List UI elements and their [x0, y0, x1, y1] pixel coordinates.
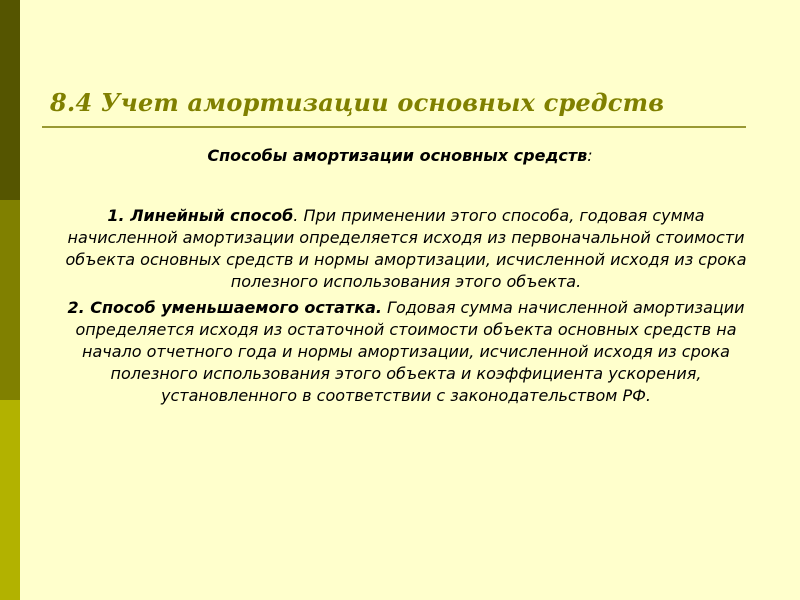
item-text: Годовая сумма начисленной амортизации определяется исходя из остаточной стоимости объекта основных средств на начало отчетного года и нормы амортизации, исчисленной исходя из срока полезного использования этого объекта и коэффициента ускорения, установленного в соответствии с законодательством РФ. [75, 298, 745, 405]
sidebar-stripe [0, 0, 20, 600]
subtitle-colon: : [587, 146, 593, 165]
item-lead: 1. Линейный способ [107, 206, 294, 225]
item-text: . При применении этого способа, годовая сумма начисленной амортизации определяется исходя из первоначальной стоимости объекта основных средств и нормы амортизации, исчисленной исходя из срока полезного использования этого объекта. [65, 206, 747, 291]
title-underline [42, 126, 746, 128]
sidebar-segment-bottom [0, 400, 20, 600]
list-item-linear [56, 205, 756, 293]
sidebar-segment-top [0, 0, 20, 200]
sidebar-segment-middle [0, 200, 20, 400]
slide-subtitle [0, 146, 800, 165]
slide-title: 8.4 Учет амортизации основных средств [50, 88, 665, 117]
slide-body [56, 205, 756, 411]
item-lead: 2. Способ уменьшаемого остатка. [67, 298, 382, 317]
list-item-declining [56, 297, 756, 407]
subtitle-text: Способы амортизации основных средств [207, 146, 588, 165]
